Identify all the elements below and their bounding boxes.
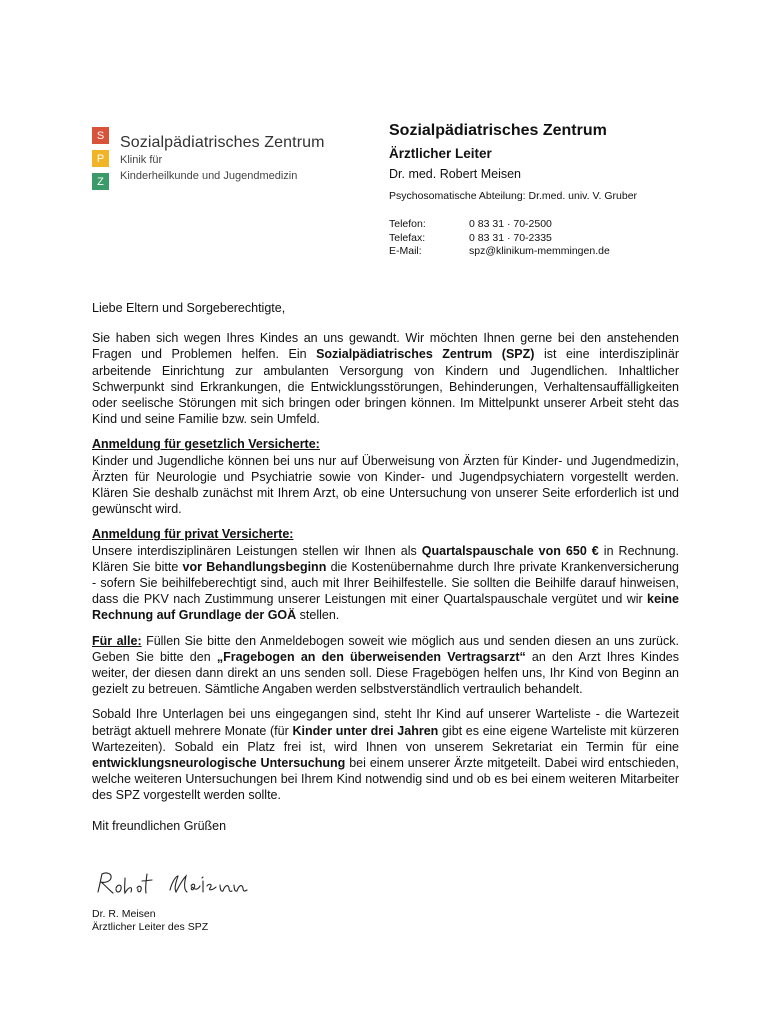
fax-value: 0 83 31 · 70-2335 bbox=[469, 231, 552, 244]
contact-block bbox=[389, 218, 719, 259]
phone-value: 0 83 31 · 70-2500 bbox=[469, 218, 552, 230]
alle-bold: „Fragebogen an den überweisenden Vertragsarzt“ bbox=[216, 649, 526, 664]
handwritten-signature bbox=[92, 866, 252, 900]
letter-body bbox=[92, 300, 679, 834]
letterhead-department: Psychosomatische Abteilung: Dr.med. univ. V. Gruber bbox=[389, 190, 638, 202]
logo-letter-z: Z bbox=[92, 173, 109, 190]
alle-text-2: an den Arzt Ihres Kindes weiter, der diesen dann direkt an uns senden soll. Diese Fragebögen helfen uns, Ihr Kind von Beginn an gezielt zu betreuen. Sämtliche Angaben werden selbstverständlich vertraulich behandelt. bbox=[92, 649, 679, 697]
heading-gesetzlich-text: Anmeldung für gesetzlich Versicherte: bbox=[92, 437, 320, 452]
phone-label: Telefon: bbox=[389, 218, 426, 230]
logo-subtitle-2: Kinderheilkunde und Jugendmedizin bbox=[120, 170, 298, 182]
paragraph-privat bbox=[92, 543, 679, 624]
privat-bold-2: vor Behandlungsbeginn bbox=[182, 559, 327, 574]
warte-bold-2: entwicklungsneurologische Untersuchung bbox=[92, 756, 346, 771]
contact-row-fax bbox=[389, 232, 719, 246]
email-value[interactable]: spz@klinikum-memmingen.de bbox=[469, 245, 610, 257]
paragraph-gesetzlich: Kinder und Jugendliche können bei uns nur auf Überweisung von Ärzten für Kinder- und Jugendmedizin, Ärzten für Neurologie und Psychiatrie sowie von Kinder- und Jugendpsychiatern vorgestellt werden. Klären Sie deshalb zunächst mit Ihrem Arzt, ob eine Untersuchung von unserer Seite erforderlich ist und gewünscht wird. bbox=[92, 453, 679, 517]
paragraph-warteliste bbox=[92, 706, 679, 803]
warte-text-3: bei einem unserer Ärzte mitgeteilt. Dabei wird entschieden, welche weiteren Untersuchungen bei Ihrem Kind notwendig sind und ob es bei einem weiteren Mitarbeiter des SPZ vorgestellt werden sollte. bbox=[92, 756, 679, 803]
privat-bold-3: keine Rechnung auf Grundlage der GOÄ bbox=[92, 592, 679, 623]
warte-text-2: gibt es eine eigene Warteliste mit kürzeren Wartezeiten). Sobald ein Platz frei ist, wird Ihnen von unserem Sekretariat ein Termin für eine bbox=[92, 723, 679, 754]
signer-role: Ärztlicher Leiter des SPZ bbox=[92, 920, 209, 933]
privat-text-1: Unsere interdisziplinären Leistungen stellen wir Ihnen als bbox=[92, 543, 422, 558]
contact-row-email bbox=[389, 245, 719, 259]
heading-alle: Für alle: bbox=[92, 633, 142, 648]
privat-bold-1: Quartalspauschale von 650 € bbox=[421, 543, 599, 558]
letterhead-role: Ärztlicher Leiter bbox=[389, 146, 492, 161]
paragraph-intro bbox=[92, 330, 679, 427]
warte-bold-1: Kinder unter drei Jahren bbox=[292, 723, 439, 738]
logo-title: Sozialpädiatrisches Zentrum bbox=[120, 134, 325, 151]
logo-subtitle-1: Klinik für bbox=[120, 154, 163, 166]
heading-gesetzlich bbox=[92, 436, 679, 452]
paragraph-alle bbox=[92, 633, 679, 698]
intro-text-1: Sie haben sich wegen Ihres Kindes an uns gewandt. Wir möchten Ihnen gerne bei den anstehenden Fragen und Problemen helfen. Ein bbox=[92, 331, 679, 362]
salutation: Liebe Eltern und Sorgeberechtigte, bbox=[92, 301, 286, 315]
logo-letter-s: S bbox=[92, 127, 109, 144]
privat-text-4: stellen. bbox=[296, 608, 340, 623]
signer-name: Dr. R. Meisen bbox=[92, 908, 156, 920]
intro-text-2: ist eine interdisziplinär arbeitende Einrichtung zur ambulanten Versorgung von Kindern und Jugendlichen. Inhaltlicher Schwerpunkt sind Erkrankungen, die Entwicklungsstörungen, Behinderungen, Verhaltensauffälligkeiten oder seelische Störungen mit sich bringen oder bringen können. Im Mittelpunkt unserer Arbeit steht das Kind und seine Familie bzw. sein Umfeld. bbox=[92, 347, 679, 427]
intro-spz-bold: Sozialpädiatrisches Zentrum (SPZ) bbox=[316, 347, 535, 362]
email-label: E-Mail: bbox=[389, 245, 422, 257]
warte-text-1: Sobald Ihre Unterlagen bei uns eingegangen sind, steht Ihr Kind auf unserer Warteliste - die Wartezeit beträgt aktuell mehrere Monate (für bbox=[92, 707, 679, 738]
letterhead bbox=[389, 121, 719, 259]
heading-privat-text: Anmeldung für privat Versicherte: bbox=[92, 527, 294, 542]
contact-row-phone bbox=[389, 218, 719, 232]
closing: Mit freundlichen Grüßen bbox=[92, 818, 227, 833]
fax-label: Telefax: bbox=[389, 231, 426, 244]
privat-text-2: in Rechnung. Klären Sie bitte bbox=[92, 543, 680, 574]
logo-letter-p: P bbox=[92, 150, 109, 167]
letterhead-title: Sozialpädiatrisches Zentrum bbox=[389, 122, 607, 139]
letterhead-name: Dr. med. Robert Meisen bbox=[389, 167, 521, 181]
alle-text-1: Füllen Sie bitte den Anmeldebogen soweit wie möglich aus und senden diesen an uns zurück. Geben Sie bitte den bbox=[92, 633, 679, 664]
spz-logo bbox=[92, 127, 352, 193]
heading-privat bbox=[92, 526, 679, 542]
signature-block bbox=[92, 908, 208, 933]
privat-text-3: die Kostenübernahme durch Ihre private Krankenversicherung - sofern Sie beihilfeberechtigt sind, auch mit Ihrer Beihilfestelle. Sie sollten die Beihilfe darauf hinweisen, dass die PKV nach Zustimmung unserer Leistungen mit einer Quartalspauschale vergütet und wir bbox=[92, 559, 680, 607]
